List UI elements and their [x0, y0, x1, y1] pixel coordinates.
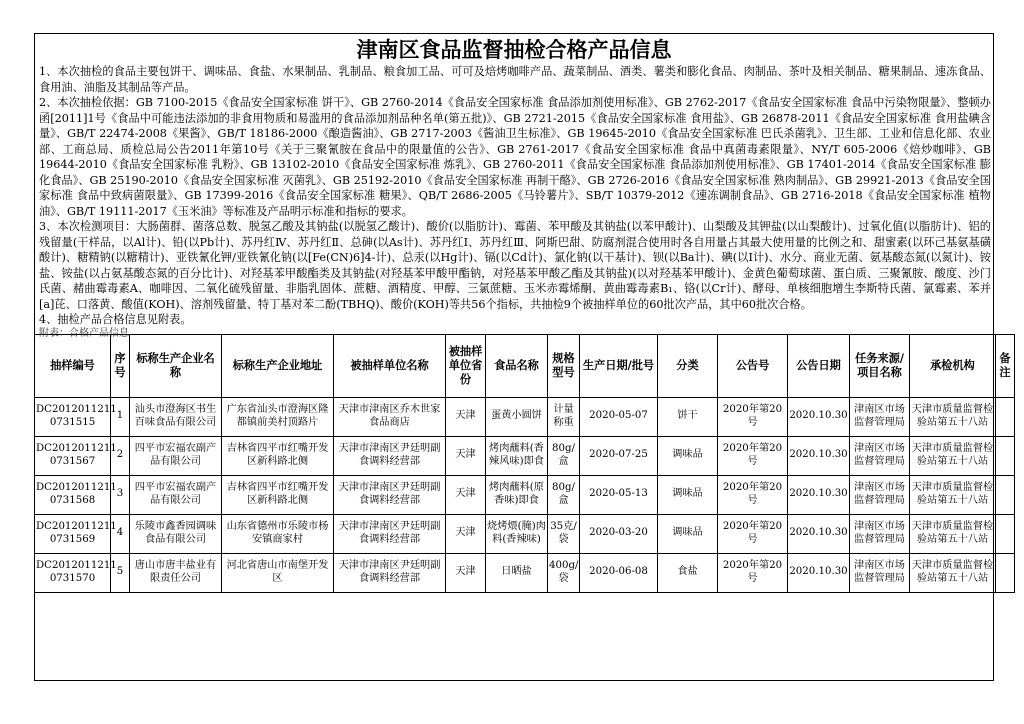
- cell-food-name: [486, 475, 548, 514]
- cell-food-name: [486, 436, 548, 475]
- cell-notice-number: [718, 436, 788, 475]
- cell-notice-number: [718, 553, 788, 592]
- cell-text: 天津: [455, 449, 476, 461]
- cell-spec: [548, 514, 580, 553]
- cell-text: DC2012011211 0731569: [36, 521, 117, 545]
- cell-text: 天津市质量监督检验站第五十八站: [911, 404, 994, 428]
- cell-notice-number: [718, 397, 788, 436]
- cell-text: 天津市津南区尹廷明副食调料经营部: [338, 482, 441, 506]
- table-header-row: [35, 334, 1015, 397]
- cell-testing-agency: [910, 397, 996, 436]
- cell-notice-number: [718, 475, 788, 514]
- cell-production-date: [580, 397, 658, 436]
- table-row: [35, 397, 1015, 436]
- cell-food-name: [486, 514, 548, 553]
- cell-manufacturer-name: [130, 397, 222, 436]
- cell-text: 烤肉蘸料(原香味)即食: [489, 482, 544, 506]
- cell-manufacturer-name: [130, 475, 222, 514]
- cell-text: 2020.10.30: [789, 449, 848, 461]
- cell-sampled-unit-province: [446, 553, 486, 592]
- cell-text: 烧烤煨(腌)肉料(香辣味): [487, 521, 546, 545]
- cell-text: DC2012011211 0731515: [36, 404, 117, 428]
- cell-text: 2020年第20号: [722, 521, 783, 545]
- cell-manufacturer-name: [130, 553, 222, 592]
- cell-text: 天津市质量监督检验站第五十八站: [911, 560, 994, 584]
- cell-text: 天津: [455, 566, 476, 578]
- table-row: [35, 436, 1015, 475]
- cell-text: 2020.10.30: [789, 527, 848, 539]
- cell-manufacturer-address: [222, 553, 334, 592]
- cell-text: 广东省汕头市澄海区隆都镇前美村顶路片: [226, 404, 329, 428]
- cell-index: [111, 475, 130, 514]
- cell-manufacturer-address: [222, 475, 334, 514]
- cell-sample-id: [35, 475, 117, 514]
- cell-notice-date: [788, 475, 850, 514]
- column-header-spec: 规格型号: [548, 334, 580, 397]
- cell-text: 35克/袋: [550, 521, 577, 545]
- cell-index: [111, 397, 130, 436]
- document-frame: [34, 33, 1011, 681]
- cell-index: [111, 553, 130, 592]
- cell-remark: [996, 475, 1015, 514]
- qualified-products-table: [34, 334, 1015, 593]
- cell-text: 2020年第20号: [722, 443, 783, 467]
- cell-text: 四平市宏福农副产品有限公司: [134, 443, 217, 467]
- cell-sampled-unit-province: [446, 475, 486, 514]
- cell-notice-date: [788, 553, 850, 592]
- cell-text: 天津市津南区尹廷明副食调料经营部: [338, 521, 441, 545]
- column-header-category: 分类: [658, 334, 718, 397]
- column-header-task-source: 任务来源/项目名称: [850, 334, 910, 397]
- cell-text: 2020.10.30: [789, 410, 848, 422]
- cell-task-source: [850, 553, 910, 592]
- cell-text: 津南区市场监督管理局: [854, 404, 905, 428]
- cell-text: 80g/盒: [552, 443, 575, 467]
- cell-manufacturer-address: [222, 514, 334, 553]
- cell-text: 2020年第20号: [722, 560, 783, 584]
- cell-text: 80g/盒: [552, 482, 575, 506]
- cell-sampled-unit-province: [446, 514, 486, 553]
- cell-text: 400g/袋: [549, 560, 579, 584]
- cell-text: 吉林省四平市红嘴开发区新科路北侧: [226, 482, 329, 506]
- table-row: [35, 514, 1015, 553]
- cell-text: 2020年第20号: [722, 404, 783, 428]
- cell-testing-agency: [910, 514, 996, 553]
- cell-text: 2020-06-08: [589, 566, 648, 578]
- cell-remark: [996, 436, 1015, 475]
- cell-text: 日晒盐: [501, 566, 532, 578]
- column-header-notice-date: 公告日期: [788, 334, 850, 397]
- cell-text: 山东省德州市乐陵市杨安镇商家村: [226, 521, 329, 545]
- cell-text: 2020-07-25: [589, 449, 648, 461]
- column-header-testing-agency: 承检机构: [910, 334, 996, 397]
- cell-notice-date: [788, 514, 850, 553]
- cell-text: 津南区市场监督管理局: [854, 482, 905, 506]
- cell-sample-id: [35, 553, 117, 592]
- cell-text: 汕头市澄海区书生百味食品有限公司: [134, 404, 217, 428]
- table-row: [35, 475, 1015, 514]
- cell-sampled-unit-province: [446, 397, 486, 436]
- cell-sampled-unit-province: [446, 436, 486, 475]
- cell-text: 2020.10.30: [789, 566, 848, 578]
- cell-task-source: [850, 397, 910, 436]
- cell-testing-agency: [910, 553, 996, 592]
- cell-text: 天津市质量监督检验站第五十八站: [911, 482, 994, 506]
- paragraph-attachment: 4、抽检产品合格信息见附表。: [39, 313, 192, 326]
- cell-text: 调味品: [672, 527, 703, 539]
- table-body: [35, 397, 1015, 592]
- cell-production-date: [580, 475, 658, 514]
- cell-sampled-unit-name: [334, 553, 446, 592]
- cell-food-name: [486, 397, 548, 436]
- paragraph-standards: 2、本次抽检依据：GB 7100-2015《食品安全国家标准 饼干》、GB 2760-2014《食品安全国家标准 食品添加剂使用标准》、GB 2762-2017《食品安全国家标准 食品中污染物限量》、整顿办函[2011]1号《食品中可能违法添加的非食用物质和易滥用的食品添加剂品种名单(第五批)》、GB 2721-2015《食品安全国家标准 食用盐》、GB 26878-2011《食品安全国家标准 食用盐碘含量》、GB/T 22474-2008《果酱》、GB/T 18186-2000《酿造酱油》、GB 2717-2003《酱油卫生标准》、GB 19645-2010《食品安全国家标准 巴氏杀菌乳》、卫生部、工业和信息化部、农业部、工商总局、质检总局公告2011年第10号《关于三聚氰胺在食品中的限量值的公告》、GB 2761-2017《食品安全国家标准 食品中真菌毒素限量》、NY/T 605-2006《焙炒咖啡》、GB 19644-2010《食品安全国家标准 乳粉》、GB 13102-2010《食品安全国家标准 炼乳》、GB 2760-2011《食品安全国家标准 食品添加剂使用标准》、GB 17401-2014《食品安全国家标准 膨化食品》、GB 25190-2010《食品安全国家标准 灭菌乳》、GB 25192-2010《食品安全国家标准 再制干酪》、GB 2726-2016《食品安全国家标准 熟肉制品》、GB 29921-2013《食品安全国家标准 食品中致病菌限量》、GB 17399-2016《食品安全国家标准 糖果》、QB/T 2686-2005《马铃薯片》、SB/T 10379-2012《速冻调制食品》、GB 2716-2018《食品安全国家标准 植物油》、GB/T 19111-2017《玉米油》等标准及产品明示标准和指标的要求。: [39, 96, 991, 218]
- column-header-production-date: 生产日期/批号: [580, 334, 658, 397]
- paragraph-test-items: 3、本次检测项目：大肠菌群、菌落总数、脱氢乙酸及其钠盐(以脱氢乙酸计)、酸价(以脂肪计)、霉菌、苯甲酸及其钠盐(以苯甲酸计)、山梨酸及其钾盐(以山梨酸计)、过氧化值(以脂肪计)、铝的残留量(干样品，以Al计)、铅(以Pb计)、苏丹红Ⅳ、苏丹红Ⅱ、总砷(以As计)、苏丹红Ⅰ、苏丹红Ⅲ、阿斯巴甜、防腐剂混合使用时各自用量占其最大使用量的比例之和、甜蜜素(以环己基氨基磺酸计)、糖精钠(以糖精计)、亚铁氰化钾/亚铁氰化钠(以[Fe(CN)6]4-计)、总汞(以Hg计)、镉(以Cd计)、氯化钠(以干基计)、钡(以Ba计)、碘(以I计)、水分、商业无菌、氨基酸态氮(以氮计)、铵盐、铵盐(以占氨基酸态氮的百分比计)、对羟基苯甲酸酯类及其钠盐(对羟基苯甲酸甲酯钠，对羟基苯甲酸乙酯及其钠盐)(以对羟基苯甲酸计)、金黄色葡萄球菌、蛋白质、三聚氰胺、酸度、沙门氏菌、赭曲霉毒素A、咖啡因、二氧化硫残留量、非脂乳固体、蔗糖、酒精度、甲醇、三氯蔗糖、玉米赤霉烯酮、黄曲霉毒素B₁、铬(以Cr计)、酵母、单核细胞增生李斯特氏菌、氯霉素、苯并[a]芘、口落黄、酸值(KOH)、溶剂残留量、特丁基对苯二酚(TBHQ)、酸价(KOH)等共56个指标，共抽检9个被抽样单位的60批次产品，其中60批次合格。: [39, 220, 991, 311]
- cell-text: 天津市质量监督检验站第五十八站: [911, 443, 994, 467]
- cell-text: 唐山市唐丰盐业有限责任公司: [134, 560, 217, 584]
- cell-manufacturer-address: [222, 397, 334, 436]
- cell-notice-date: [788, 397, 850, 436]
- cell-text: DC2012011211 0731570: [36, 560, 117, 584]
- cell-text: 天津市津南区尹廷明副食调料经营部: [338, 560, 441, 584]
- cell-text: 调味品: [672, 449, 703, 461]
- column-header-remark: 备注: [996, 334, 1015, 397]
- column-header-sampled-unit-name: 被抽样单位名称: [334, 334, 446, 397]
- cell-sample-id: [35, 436, 117, 475]
- cell-text: 吉林省四平市红嘴开发区新科路北侧: [226, 443, 329, 467]
- cell-text: 2020-05-07: [589, 410, 648, 422]
- cell-task-source: [850, 475, 910, 514]
- cell-manufacturer-address: [222, 436, 334, 475]
- table-row: [35, 553, 1015, 592]
- cell-text: 天津市质量监督检验站第五十八站: [911, 521, 994, 545]
- cell-text: 天津: [455, 410, 476, 422]
- column-header-food-name: 食品名称: [486, 334, 548, 397]
- cell-category: [658, 553, 718, 592]
- cell-sampled-unit-name: [334, 397, 446, 436]
- column-header-index: 序号: [111, 334, 130, 397]
- cell-notice-date: [788, 436, 850, 475]
- cell-text: 1: [116, 410, 124, 422]
- cell-text: 天津市津南区尹廷明副食调料经营部: [338, 443, 441, 467]
- cell-category: [658, 514, 718, 553]
- cell-text: 烤肉蘸料(香辣风味)即食: [489, 443, 544, 467]
- cell-text: 天津市津南区乔木世家食品商店: [338, 404, 441, 428]
- cell-category: [658, 475, 718, 514]
- cell-text: 乐陵市鑫香园调味食品有限公司: [134, 521, 217, 545]
- cell-testing-agency: [910, 475, 996, 514]
- cell-remark: [996, 514, 1015, 553]
- cell-spec: [548, 553, 580, 592]
- column-header-manufacturer-name: 标称生产企业名称: [130, 334, 222, 397]
- cell-sample-id: [35, 514, 117, 553]
- cell-category: [658, 436, 718, 475]
- cell-text: 计量称重: [553, 404, 574, 428]
- cell-task-source: [850, 436, 910, 475]
- cell-sampled-unit-name: [334, 475, 446, 514]
- cell-text: 2020-05-13: [589, 488, 648, 500]
- cell-production-date: [580, 436, 658, 475]
- cell-task-source: [850, 514, 910, 553]
- cell-text: 3: [116, 488, 124, 500]
- cell-text: 蛋黄小圆饼: [491, 410, 542, 422]
- paragraph-scope: 1、本次抽检的食品主要包饼干、调味品、食盐、水果制品、乳制品、粮食加工品、可可及焙烤咖啡产品、蔬菜制品、酒类、薯类和膨化食品、肉制品、茶叶及相关制品、糖果制品、速冻食品、食用油、油脂及其制品等产品。: [39, 65, 991, 94]
- cell-text: 四平市宏福农副产品有限公司: [134, 482, 217, 506]
- cell-text: 2: [116, 449, 124, 461]
- cell-manufacturer-name: [130, 514, 222, 553]
- cell-sample-id: [35, 397, 117, 436]
- cell-text: 津南区市场监督管理局: [854, 443, 905, 467]
- cell-text: 津南区市场监督管理局: [854, 521, 905, 545]
- cell-index: [111, 514, 130, 553]
- cell-text: 2020-03-20: [589, 527, 648, 539]
- cell-spec: [548, 475, 580, 514]
- cell-remark: [996, 397, 1015, 436]
- cell-text: 食盐: [677, 566, 698, 578]
- cell-text: 5: [116, 566, 124, 578]
- document-title: 津南区食品监督抽检合格产品信息: [356, 38, 672, 62]
- column-header-sampled-unit-province: 被抽样单位省份: [446, 334, 486, 397]
- attachment-note: 附表：合格产品信息: [39, 327, 129, 339]
- cell-food-name: [486, 553, 548, 592]
- cell-text: 饼干: [677, 410, 698, 422]
- cell-text: 2020年第20号: [722, 482, 783, 506]
- cell-sampled-unit-name: [334, 436, 446, 475]
- cell-spec: [548, 436, 580, 475]
- cell-production-date: [580, 514, 658, 553]
- cell-text: 河北省唐山市南堡开发区: [226, 560, 329, 584]
- cell-index: [111, 436, 130, 475]
- cell-remark: [996, 553, 1015, 592]
- cell-sampled-unit-name: [334, 514, 446, 553]
- column-header-manufacturer-address: 标称生产企业地址: [222, 334, 334, 397]
- cell-text: 调味品: [672, 488, 703, 500]
- cell-production-date: [580, 553, 658, 592]
- cell-text: DC2012011211 0731567: [36, 443, 117, 467]
- cell-manufacturer-name: [130, 436, 222, 475]
- cell-text: DC2012011211 0731568: [36, 482, 117, 506]
- cell-testing-agency: [910, 436, 996, 475]
- cell-category: [658, 397, 718, 436]
- cell-text: 2020.10.30: [789, 488, 848, 500]
- cell-text: 4: [116, 527, 124, 539]
- cell-text: 天津: [455, 527, 476, 539]
- column-header-notice-number: 公告号: [718, 334, 788, 397]
- column-header-sample-id: 抽样编号: [35, 334, 111, 397]
- cell-text: 天津: [455, 488, 476, 500]
- cell-spec: [548, 397, 580, 436]
- cell-notice-number: [718, 514, 788, 553]
- cell-text: 津南区市场监督管理局: [854, 560, 905, 584]
